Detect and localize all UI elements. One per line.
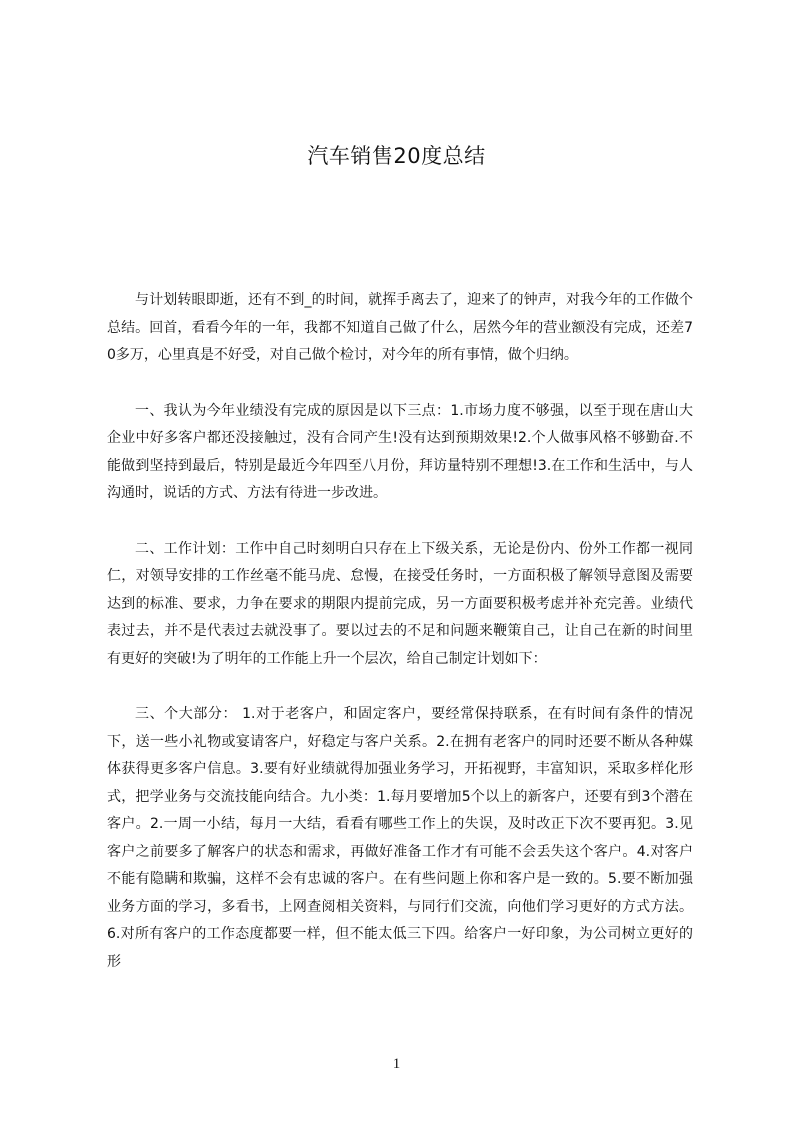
document-body — [107, 287, 693, 1004]
paragraph-intro: 与计划转眼即逝，还有不到_的时间，就挥手离去了，迎来了的钟声，对我今年的工作做个总结。回首，看看今年的一年，我都不知道自己做了什么，居然今年的营业额没有完成，还差70多万，心里真是不好受，对自己做个检讨，对今年的所有事情，做个归纳。 — [107, 292, 693, 363]
document-title: 汽车销售20度总结 — [307, 144, 486, 168]
paragraph-action-items: 三、个大部分： 1.对于老客户，和固定客户，要经常保持联系，在有时间有条件的情况下，送一些小礼物或宴请客户，好稳定与客户关系。2.在拥有老客户的同时还要不断从各种媒体获得更多客户信息。3.要有好业绩就得加强业务学习，开拓视野，丰富知识，采取多样化形式，把学业务与交流技能向结合。九小类：1.每月要增加5个以上的新客户，还要有到3个潜在客户。2.一周一小结，每月一大结，看看有哪些工作上的失误，及时改正下次不要再犯。3.见客户之前要多了解客户的状态和需求，再做好准备工作才有可能不会丢失这个客户。4.对客户不能有隐瞒和欺骗，这样不会有忠诚的客户。在有些问题上你和客户是一致的。5.要不断加强业务方面的学习，多看书，上网查阅相关资料，与同行们交流，向他们学习更好的方式方法。6.对所有客户的工作态度都要一样，但不能太低三下四。给客户一好印象，为公司树立更好的形 — [107, 706, 693, 970]
page-number: 1 — [392, 1056, 401, 1072]
paragraph-reasons: 一、我认为今年业绩没有完成的原因是以下三点：1.市场力度不够强，以至于现在唐山大企业中好多客户都还没接触过，没有合同产生!没有达到预期效果!2.个人做事风格不够勤奋.不能做到坚持到最后，特别是最近今年四至八月份，拜访量特别不理想!3.在工作和生活中，与人沟通时，说话的方式、方法有待进一步改进。 — [107, 402, 693, 501]
paragraph-work-plan: 二、工作计划：工作中自己时刻明白只存在上下级关系，无论是份内、份外工作都一视同仁，对领导安排的工作丝毫不能马虎、怠慢，在接受任务时，一方面积极了解领导意图及需要达到的标准、要求，力争在要求的期限内提前完成，另一方面要积极考虑并补充完善。业绩代表过去，并不是代表过去就没事了。要以过去的不足和问题来鞭策自己，让自己在新的时间里有更好的突破!为了明年的工作能上升一个层次，给自己制定计划如下： — [107, 540, 693, 667]
